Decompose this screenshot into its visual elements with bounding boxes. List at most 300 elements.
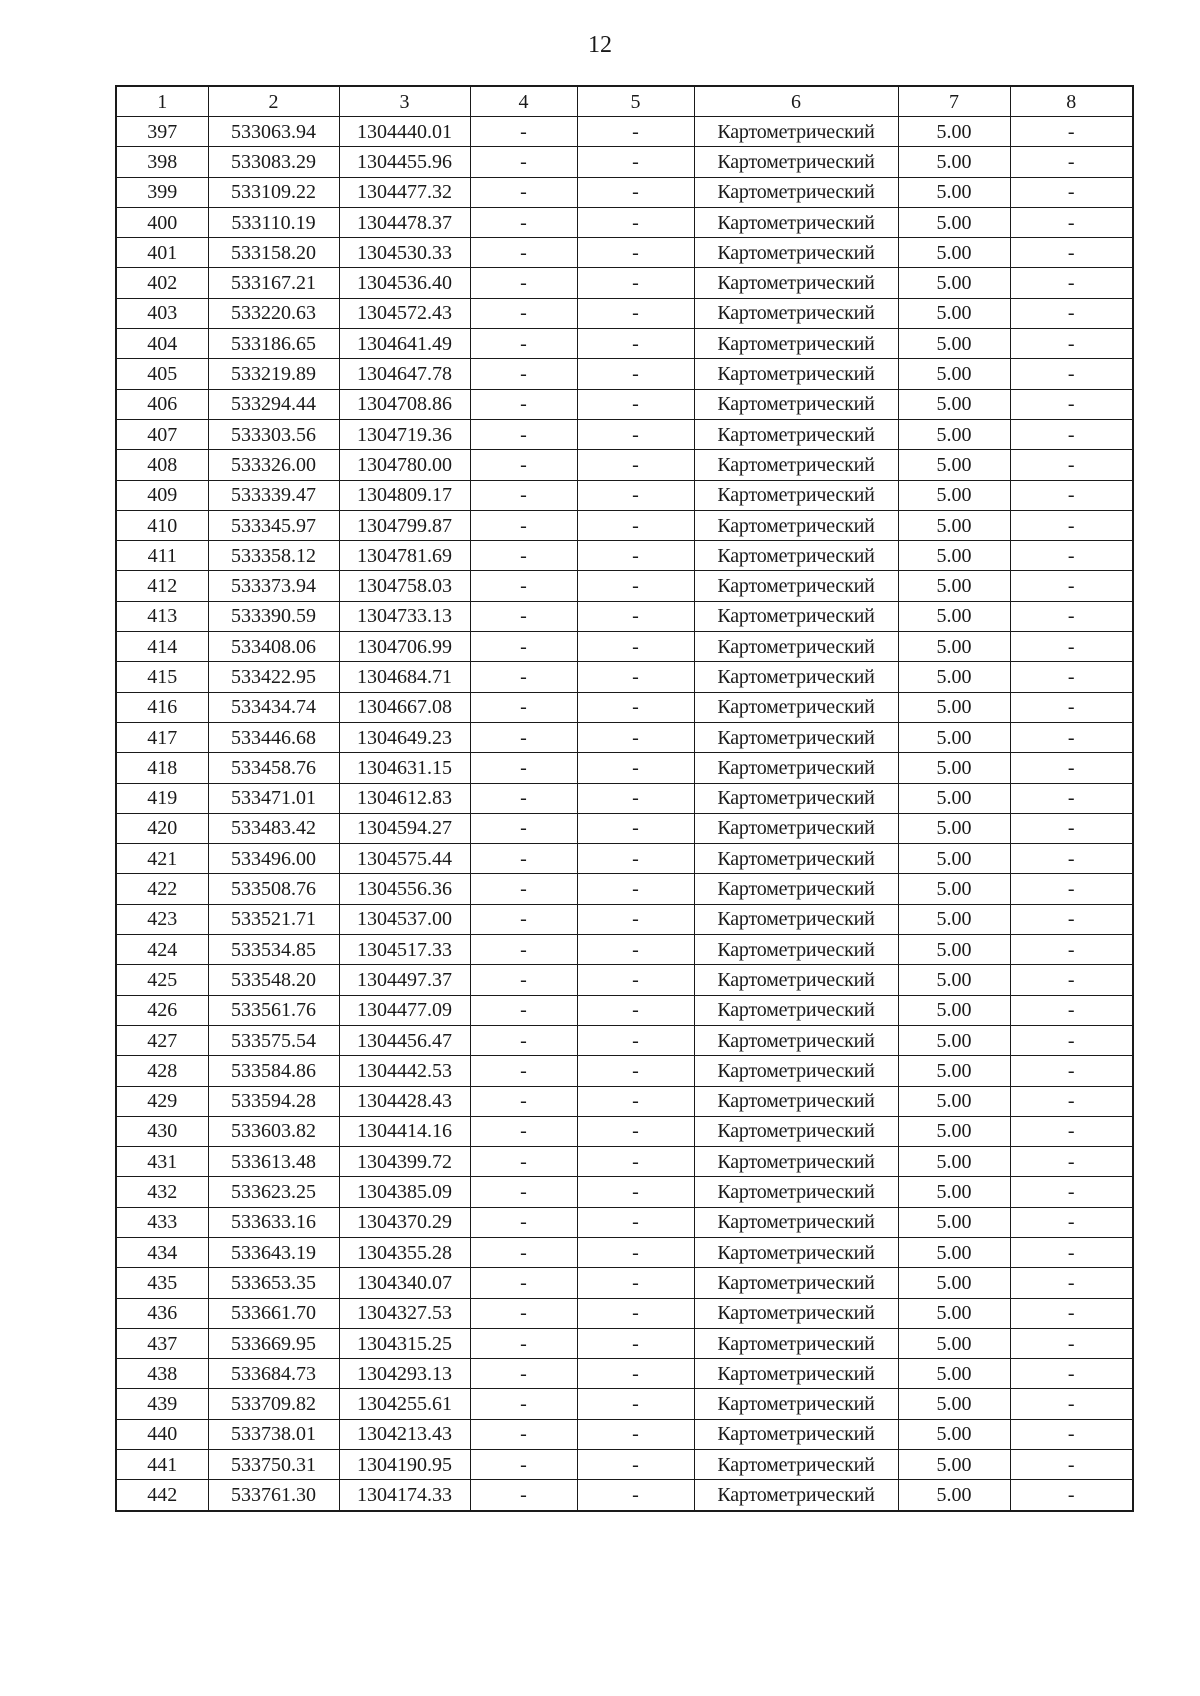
point-number-cell: 401: [116, 238, 208, 268]
accuracy-cell: 5.00: [898, 147, 1010, 177]
column-8-cell: -: [1010, 662, 1133, 692]
column-8-cell: -: [1010, 783, 1133, 813]
column-4-cell: -: [470, 753, 577, 783]
table-row: [116, 1268, 1133, 1298]
y-coordinate-cell: 1304667.08: [339, 692, 470, 722]
accuracy-cell: 5.00: [898, 1056, 1010, 1086]
x-coordinate-cell: 533633.16: [208, 1207, 339, 1237]
table-row: [116, 419, 1133, 449]
table-row: [116, 541, 1133, 571]
method-cell: Картометрический: [694, 1025, 898, 1055]
accuracy-cell: 5.00: [898, 298, 1010, 328]
y-coordinate-cell: 1304758.03: [339, 571, 470, 601]
method-cell: Картометрический: [694, 874, 898, 904]
x-coordinate-cell: 533186.65: [208, 329, 339, 359]
point-number-cell: 397: [116, 117, 208, 147]
x-coordinate-cell: 533561.76: [208, 995, 339, 1025]
y-coordinate-cell: 1304340.07: [339, 1268, 470, 1298]
column-5-cell: -: [577, 1298, 694, 1328]
method-cell: Картометрический: [694, 419, 898, 449]
point-number-cell: 399: [116, 177, 208, 207]
table-row: [116, 207, 1133, 237]
point-number-cell: 402: [116, 268, 208, 298]
column-4-cell: -: [470, 1328, 577, 1358]
method-cell: Картометрический: [694, 813, 898, 843]
point-number-cell: 441: [116, 1450, 208, 1480]
accuracy-cell: 5.00: [898, 1086, 1010, 1116]
y-coordinate-cell: 1304190.95: [339, 1450, 470, 1480]
x-coordinate-cell: 533109.22: [208, 177, 339, 207]
accuracy-cell: 5.00: [898, 1268, 1010, 1298]
column-5-cell: -: [577, 1177, 694, 1207]
column-8-cell: -: [1010, 1268, 1133, 1298]
column-8-cell: -: [1010, 117, 1133, 147]
column-8-cell: -: [1010, 1086, 1133, 1116]
table-row: [116, 298, 1133, 328]
y-coordinate-cell: 1304370.29: [339, 1207, 470, 1237]
x-coordinate-cell: 533063.94: [208, 117, 339, 147]
column-4-cell: -: [470, 844, 577, 874]
method-cell: Картометрический: [694, 450, 898, 480]
y-coordinate-cell: 1304631.15: [339, 753, 470, 783]
x-coordinate-cell: 533294.44: [208, 389, 339, 419]
column-8-cell: -: [1010, 1147, 1133, 1177]
y-coordinate-cell: 1304575.44: [339, 844, 470, 874]
column-5-cell: -: [577, 1086, 694, 1116]
column-4-cell: -: [470, 1056, 577, 1086]
table-row: [116, 117, 1133, 147]
x-coordinate-cell: 533339.47: [208, 480, 339, 510]
point-number-cell: 403: [116, 298, 208, 328]
column-8-cell: -: [1010, 419, 1133, 449]
method-cell: Картометрический: [694, 359, 898, 389]
accuracy-cell: 5.00: [898, 571, 1010, 601]
accuracy-cell: 5.00: [898, 813, 1010, 843]
y-coordinate-cell: 1304440.01: [339, 117, 470, 147]
y-coordinate-cell: 1304213.43: [339, 1419, 470, 1449]
method-cell: Картометрический: [694, 632, 898, 662]
point-number-cell: 431: [116, 1147, 208, 1177]
accuracy-cell: 5.00: [898, 1237, 1010, 1267]
column-4-cell: -: [470, 359, 577, 389]
y-coordinate-cell: 1304517.33: [339, 935, 470, 965]
column-4-cell: -: [470, 207, 577, 237]
column-4-cell: -: [470, 1480, 577, 1511]
column-4-cell: -: [470, 1419, 577, 1449]
column-8-cell: -: [1010, 1116, 1133, 1146]
method-cell: Картометрический: [694, 298, 898, 328]
column-5-cell: -: [577, 1268, 694, 1298]
x-coordinate-cell: 533483.42: [208, 813, 339, 843]
y-coordinate-cell: 1304355.28: [339, 1237, 470, 1267]
column-8-cell: -: [1010, 1025, 1133, 1055]
column-5-cell: -: [577, 813, 694, 843]
accuracy-cell: 5.00: [898, 662, 1010, 692]
table-row: [116, 753, 1133, 783]
column-8-cell: -: [1010, 1328, 1133, 1358]
column-4-cell: -: [470, 662, 577, 692]
column-4-cell: -: [470, 238, 577, 268]
table-row: [116, 1237, 1133, 1267]
point-number-cell: 412: [116, 571, 208, 601]
method-cell: Картометрический: [694, 753, 898, 783]
y-coordinate-cell: 1304809.17: [339, 480, 470, 510]
point-number-cell: 436: [116, 1298, 208, 1328]
x-coordinate-cell: 533653.35: [208, 1268, 339, 1298]
method-cell: Картометрический: [694, 1147, 898, 1177]
y-coordinate-cell: 1304708.86: [339, 389, 470, 419]
column-4-cell: -: [470, 935, 577, 965]
point-number-cell: 410: [116, 510, 208, 540]
table-row: [116, 1328, 1133, 1358]
accuracy-cell: 5.00: [898, 268, 1010, 298]
column-header: 1: [116, 86, 208, 117]
column-4-cell: -: [470, 1450, 577, 1480]
accuracy-cell: 5.00: [898, 419, 1010, 449]
point-number-cell: 419: [116, 783, 208, 813]
column-5-cell: -: [577, 1419, 694, 1449]
y-coordinate-cell: 1304399.72: [339, 1147, 470, 1177]
table-row: [116, 632, 1133, 662]
point-number-cell: 439: [116, 1389, 208, 1419]
method-cell: Картометрический: [694, 510, 898, 540]
method-cell: Картометрический: [694, 1389, 898, 1419]
point-number-cell: 409: [116, 480, 208, 510]
y-coordinate-cell: 1304293.13: [339, 1359, 470, 1389]
column-5-cell: -: [577, 1147, 694, 1177]
method-cell: Картометрический: [694, 1268, 898, 1298]
point-number-cell: 415: [116, 662, 208, 692]
column-5-cell: -: [577, 510, 694, 540]
point-number-cell: 420: [116, 813, 208, 843]
y-coordinate-cell: 1304649.23: [339, 722, 470, 752]
y-coordinate-cell: 1304647.78: [339, 359, 470, 389]
y-coordinate-cell: 1304536.40: [339, 268, 470, 298]
y-coordinate-cell: 1304781.69: [339, 541, 470, 571]
method-cell: Картометрический: [694, 844, 898, 874]
point-number-cell: 413: [116, 601, 208, 631]
x-coordinate-cell: 533750.31: [208, 1450, 339, 1480]
point-number-cell: 421: [116, 844, 208, 874]
method-cell: Картометрический: [694, 1056, 898, 1086]
column-8-cell: -: [1010, 450, 1133, 480]
y-coordinate-cell: 1304414.16: [339, 1116, 470, 1146]
column-5-cell: -: [577, 722, 694, 752]
table-row: [116, 601, 1133, 631]
point-number-cell: 411: [116, 541, 208, 571]
column-8-cell: -: [1010, 510, 1133, 540]
method-cell: Картометрический: [694, 238, 898, 268]
accuracy-cell: 5.00: [898, 874, 1010, 904]
column-4-cell: -: [470, 117, 577, 147]
point-number-cell: 405: [116, 359, 208, 389]
column-4-cell: -: [470, 1389, 577, 1419]
accuracy-cell: 5.00: [898, 1116, 1010, 1146]
table-row: [116, 1147, 1133, 1177]
column-5-cell: -: [577, 753, 694, 783]
table-row: [116, 1480, 1133, 1511]
method-cell: Картометрический: [694, 1480, 898, 1511]
accuracy-cell: 5.00: [898, 177, 1010, 207]
point-number-cell: 425: [116, 965, 208, 995]
table-row: [116, 692, 1133, 722]
x-coordinate-cell: 533358.12: [208, 541, 339, 571]
point-number-cell: 432: [116, 1177, 208, 1207]
table-row: [116, 1025, 1133, 1055]
point-number-cell: 442: [116, 1480, 208, 1511]
x-coordinate-cell: 533521.71: [208, 904, 339, 934]
x-coordinate-cell: 533408.06: [208, 632, 339, 662]
table-row: [116, 1389, 1133, 1419]
accuracy-cell: 5.00: [898, 1450, 1010, 1480]
column-5-cell: -: [577, 1389, 694, 1419]
table-row: [116, 783, 1133, 813]
y-coordinate-cell: 1304594.27: [339, 813, 470, 843]
column-header: 4: [470, 86, 577, 117]
column-5-cell: -: [577, 238, 694, 268]
column-5-cell: -: [577, 601, 694, 631]
column-8-cell: -: [1010, 541, 1133, 571]
x-coordinate-cell: 533613.48: [208, 1147, 339, 1177]
accuracy-cell: 5.00: [898, 541, 1010, 571]
method-cell: Картометрический: [694, 147, 898, 177]
column-8-cell: -: [1010, 935, 1133, 965]
table-row: [116, 1056, 1133, 1086]
column-4-cell: -: [470, 1237, 577, 1267]
accuracy-cell: 5.00: [898, 1298, 1010, 1328]
column-5-cell: -: [577, 995, 694, 1025]
y-coordinate-cell: 1304733.13: [339, 601, 470, 631]
x-coordinate-cell: 533220.63: [208, 298, 339, 328]
table-row: [116, 1419, 1133, 1449]
method-cell: Картометрический: [694, 1237, 898, 1267]
column-4-cell: -: [470, 450, 577, 480]
x-coordinate-cell: 533373.94: [208, 571, 339, 601]
column-4-cell: -: [470, 147, 577, 177]
point-number-cell: 428: [116, 1056, 208, 1086]
column-8-cell: -: [1010, 1298, 1133, 1328]
column-5-cell: -: [577, 541, 694, 571]
column-5-cell: -: [577, 1207, 694, 1237]
column-4-cell: -: [470, 268, 577, 298]
table-row: [116, 1298, 1133, 1328]
point-number-cell: 434: [116, 1237, 208, 1267]
method-cell: Картометрический: [694, 722, 898, 752]
method-cell: Картометрический: [694, 1419, 898, 1449]
x-coordinate-cell: 533623.25: [208, 1177, 339, 1207]
x-coordinate-cell: 533584.86: [208, 1056, 339, 1086]
column-8-cell: -: [1010, 1389, 1133, 1419]
column-5-cell: -: [577, 571, 694, 601]
y-coordinate-cell: 1304530.33: [339, 238, 470, 268]
accuracy-cell: 5.00: [898, 238, 1010, 268]
column-4-cell: -: [470, 510, 577, 540]
y-coordinate-cell: 1304706.99: [339, 632, 470, 662]
accuracy-cell: 5.00: [898, 692, 1010, 722]
point-number-cell: 416: [116, 692, 208, 722]
column-header: 7: [898, 86, 1010, 117]
table-row: [116, 147, 1133, 177]
method-cell: Картометрический: [694, 1116, 898, 1146]
column-8-cell: -: [1010, 904, 1133, 934]
y-coordinate-cell: 1304327.53: [339, 1298, 470, 1328]
column-4-cell: -: [470, 1177, 577, 1207]
accuracy-cell: 5.00: [898, 995, 1010, 1025]
column-5-cell: -: [577, 1056, 694, 1086]
x-coordinate-cell: 533422.95: [208, 662, 339, 692]
table-row: [116, 965, 1133, 995]
column-4-cell: -: [470, 1207, 577, 1237]
table-row: [116, 1207, 1133, 1237]
point-number-cell: 435: [116, 1268, 208, 1298]
column-8-cell: -: [1010, 359, 1133, 389]
table-row: [116, 813, 1133, 843]
column-5-cell: -: [577, 1450, 694, 1480]
method-cell: Картометрический: [694, 541, 898, 571]
column-4-cell: -: [470, 995, 577, 1025]
column-4-cell: -: [470, 601, 577, 631]
accuracy-cell: 5.00: [898, 965, 1010, 995]
point-number-cell: 407: [116, 419, 208, 449]
point-number-cell: 406: [116, 389, 208, 419]
x-coordinate-cell: 533684.73: [208, 1359, 339, 1389]
column-4-cell: -: [470, 1116, 577, 1146]
method-cell: Картометрический: [694, 389, 898, 419]
method-cell: Картометрический: [694, 1207, 898, 1237]
column-4-cell: -: [470, 1359, 577, 1389]
point-number-cell: 408: [116, 450, 208, 480]
x-coordinate-cell: 533761.30: [208, 1480, 339, 1511]
method-cell: Картометрический: [694, 1177, 898, 1207]
column-5-cell: -: [577, 177, 694, 207]
column-5-cell: -: [577, 844, 694, 874]
point-number-cell: 430: [116, 1116, 208, 1146]
column-5-cell: -: [577, 419, 694, 449]
y-coordinate-cell: 1304572.43: [339, 298, 470, 328]
point-number-cell: 423: [116, 904, 208, 934]
accuracy-cell: 5.00: [898, 722, 1010, 752]
x-coordinate-cell: 533508.76: [208, 874, 339, 904]
method-cell: Картометрический: [694, 207, 898, 237]
y-coordinate-cell: 1304174.33: [339, 1480, 470, 1511]
x-coordinate-cell: 533167.21: [208, 268, 339, 298]
table-row: [116, 722, 1133, 752]
column-8-cell: -: [1010, 571, 1133, 601]
column-5-cell: -: [577, 1328, 694, 1358]
column-8-cell: -: [1010, 480, 1133, 510]
accuracy-cell: 5.00: [898, 1025, 1010, 1055]
column-8-cell: -: [1010, 1237, 1133, 1267]
point-number-cell: 429: [116, 1086, 208, 1116]
x-coordinate-cell: 533534.85: [208, 935, 339, 965]
accuracy-cell: 5.00: [898, 1359, 1010, 1389]
column-4-cell: -: [470, 632, 577, 662]
column-header: 8: [1010, 86, 1133, 117]
column-5-cell: -: [577, 147, 694, 177]
table-row: [116, 1359, 1133, 1389]
method-cell: Картометрический: [694, 268, 898, 298]
method-cell: Картометрический: [694, 1359, 898, 1389]
x-coordinate-cell: 533345.97: [208, 510, 339, 540]
x-coordinate-cell: 533219.89: [208, 359, 339, 389]
table-row: [116, 359, 1133, 389]
y-coordinate-cell: 1304477.32: [339, 177, 470, 207]
method-cell: Картометрический: [694, 783, 898, 813]
column-4-cell: -: [470, 722, 577, 752]
column-4-cell: -: [470, 965, 577, 995]
method-cell: Картометрический: [694, 965, 898, 995]
x-coordinate-cell: 533446.68: [208, 722, 339, 752]
accuracy-cell: 5.00: [898, 480, 1010, 510]
x-coordinate-cell: 533326.00: [208, 450, 339, 480]
column-8-cell: -: [1010, 1177, 1133, 1207]
column-4-cell: -: [470, 692, 577, 722]
point-number-cell: 418: [116, 753, 208, 783]
method-cell: Картометрический: [694, 692, 898, 722]
accuracy-cell: 5.00: [898, 844, 1010, 874]
column-5-cell: -: [577, 935, 694, 965]
column-5-cell: -: [577, 1116, 694, 1146]
accuracy-cell: 5.00: [898, 1419, 1010, 1449]
x-coordinate-cell: 533434.74: [208, 692, 339, 722]
method-cell: Картометрический: [694, 662, 898, 692]
y-coordinate-cell: 1304684.71: [339, 662, 470, 692]
column-4-cell: -: [470, 480, 577, 510]
column-header: 6: [694, 86, 898, 117]
column-5-cell: -: [577, 1359, 694, 1389]
accuracy-cell: 5.00: [898, 510, 1010, 540]
column-5-cell: -: [577, 298, 694, 328]
y-coordinate-cell: 1304477.09: [339, 995, 470, 1025]
accuracy-cell: 5.00: [898, 753, 1010, 783]
method-cell: Картометрический: [694, 480, 898, 510]
column-4-cell: -: [470, 541, 577, 571]
accuracy-cell: 5.00: [898, 1389, 1010, 1419]
table-row: [116, 1086, 1133, 1116]
column-4-cell: -: [470, 298, 577, 328]
accuracy-cell: 5.00: [898, 783, 1010, 813]
y-coordinate-cell: 1304255.61: [339, 1389, 470, 1419]
column-5-cell: -: [577, 1025, 694, 1055]
y-coordinate-cell: 1304612.83: [339, 783, 470, 813]
column-5-cell: -: [577, 359, 694, 389]
column-5-cell: -: [577, 783, 694, 813]
column-header: 5: [577, 86, 694, 117]
method-cell: Картометрический: [694, 904, 898, 934]
method-cell: Картометрический: [694, 1298, 898, 1328]
table-row: [116, 238, 1133, 268]
column-8-cell: -: [1010, 722, 1133, 752]
column-8-cell: -: [1010, 632, 1133, 662]
column-4-cell: -: [470, 1147, 577, 1177]
column-8-cell: -: [1010, 268, 1133, 298]
column-5-cell: -: [577, 450, 694, 480]
y-coordinate-cell: 1304799.87: [339, 510, 470, 540]
column-4-cell: -: [470, 1268, 577, 1298]
column-8-cell: -: [1010, 753, 1133, 783]
column-8-cell: -: [1010, 995, 1133, 1025]
y-coordinate-cell: 1304719.36: [339, 419, 470, 449]
column-4-cell: -: [470, 571, 577, 601]
y-coordinate-cell: 1304442.53: [339, 1056, 470, 1086]
column-5-cell: -: [577, 904, 694, 934]
column-8-cell: -: [1010, 1056, 1133, 1086]
table-row: [116, 389, 1133, 419]
x-coordinate-cell: 533603.82: [208, 1116, 339, 1146]
accuracy-cell: 5.00: [898, 1328, 1010, 1358]
point-number-cell: 426: [116, 995, 208, 1025]
column-5-cell: -: [577, 268, 694, 298]
